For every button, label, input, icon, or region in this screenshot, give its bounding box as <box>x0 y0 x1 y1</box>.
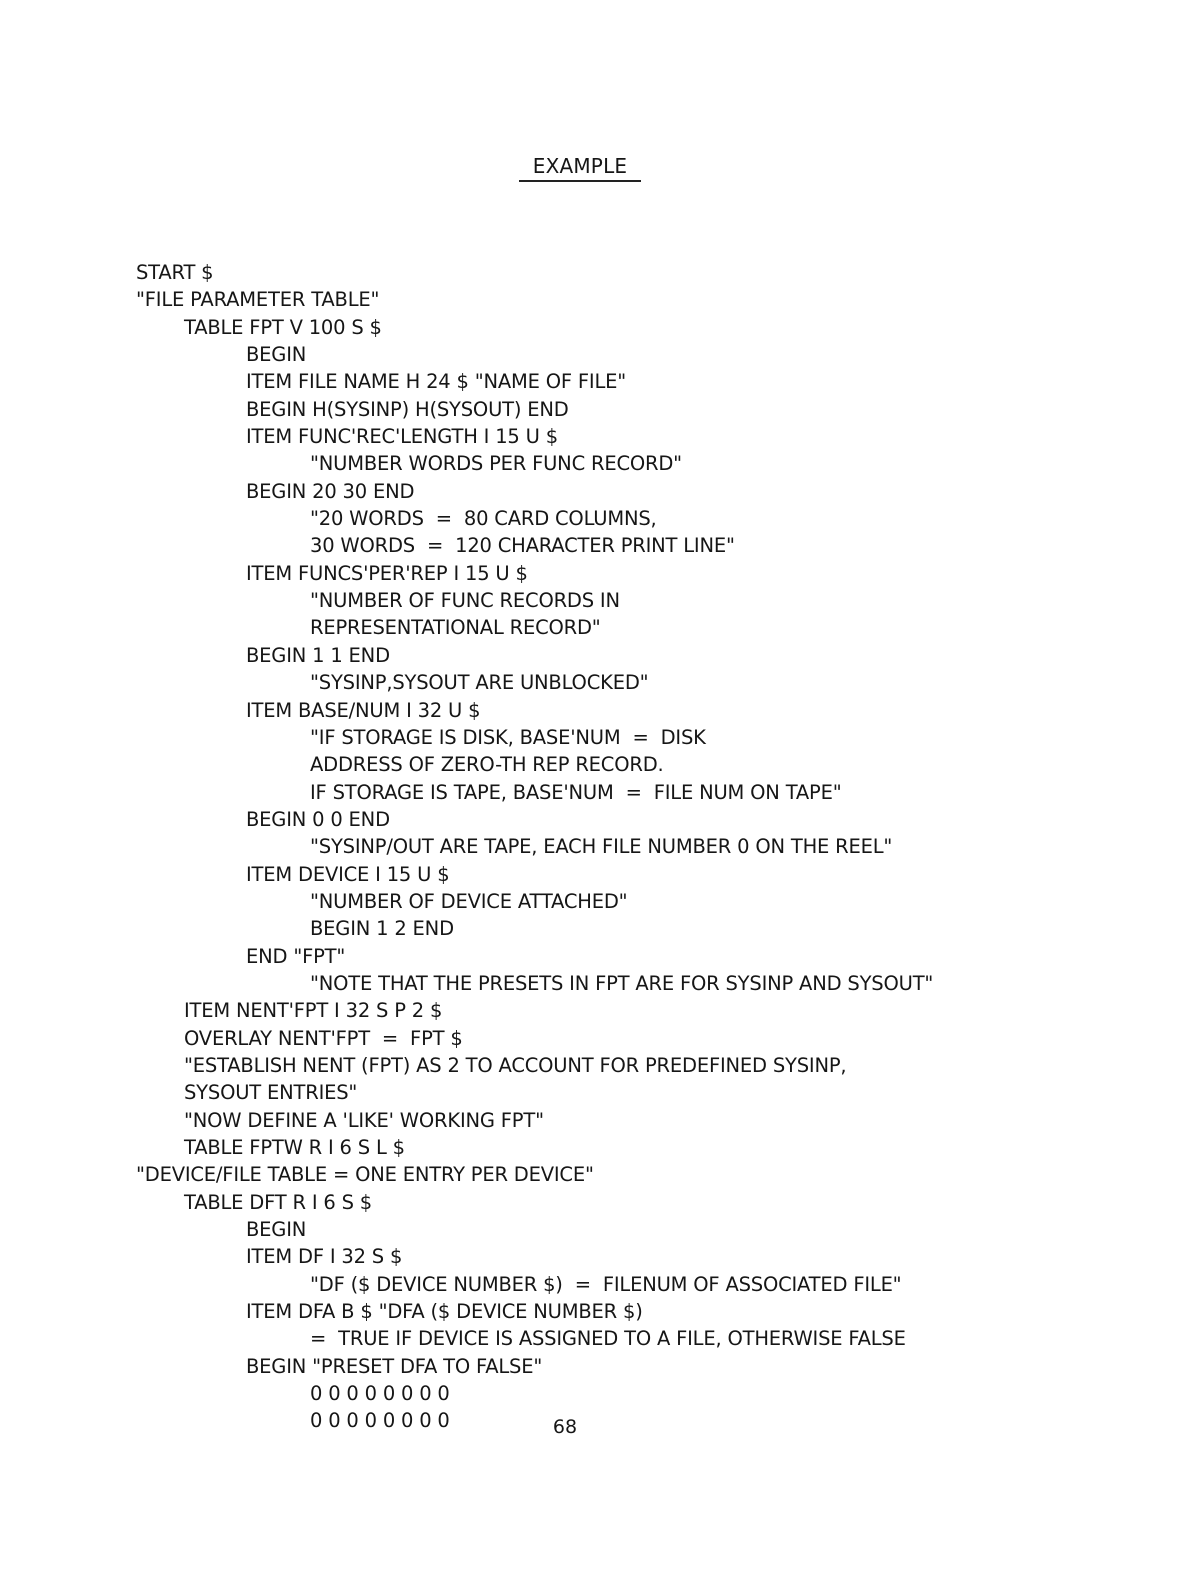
code-line: BEGIN H(SYSINP) H(SYSOUT) END <box>246 397 569 421</box>
page-number: 68 <box>552 1416 578 1438</box>
code-line: ITEM FUNCS'PER'REP I 15 U $ <box>246 561 528 585</box>
code-line: TABLE FPTW R I 6 S L $ <box>184 1136 405 1159</box>
code-line: BEGIN 20 30 END <box>246 479 415 503</box>
code-line: "FILE PARAMETER TABLE" <box>136 288 380 312</box>
code-line: ITEM DEVICE I 15 U $ <box>246 862 450 886</box>
code-line: BEGIN <box>246 1218 307 1242</box>
code-listing <box>136 259 1076 1435</box>
code-line: 30 WORDS = 120 CHARACTER PRINT LINE" <box>310 534 735 558</box>
code-line: ADDRESS OF ZERO-TH REP RECORD. <box>310 753 664 777</box>
code-line: BEGIN 1 1 END <box>246 643 390 667</box>
code-line: "IF STORAGE IS DISK, BASE'NUM = DISK <box>310 725 706 749</box>
code-line: BEGIN <box>246 343 307 367</box>
code-line: "DEVICE/FILE TABLE = ONE ENTRY PER DEVICE" <box>136 1163 594 1187</box>
code-line: BEGIN 1 2 END <box>310 917 454 941</box>
code-line: IF STORAGE IS TAPE, BASE'NUM = FILE NUM ON TAPE" <box>310 780 842 804</box>
code-line: "DF ($ DEVICE NUMBER $) = FILENUM OF ASSOCIATED FILE" <box>310 1272 902 1296</box>
heading-underline <box>519 180 641 182</box>
code-line: SYSOUT ENTRIES" <box>184 1081 358 1105</box>
code-line: "NOTE THAT THE PRESETS IN FPT ARE FOR SYSINP AND SYSOUT" <box>310 971 934 995</box>
code-line: START $ <box>136 261 214 284</box>
code-line: "ESTABLISH NENT (FPT) AS 2 TO ACCOUNT FOR PREDEFINED SYSINP, <box>184 1053 847 1077</box>
code-line: OVERLAY NENT'FPT = FPT $ <box>184 1026 463 1050</box>
code-line: 0 0 0 0 0 0 0 0 <box>310 1382 450 1406</box>
code-line: ITEM DFA B $ "DFA ($ DEVICE NUMBER $) <box>246 1300 643 1324</box>
code-line: "SYSINP/OUT ARE TAPE, EACH FILE NUMBER 0 ON THE REEL" <box>310 835 893 859</box>
code-line: TABLE FPT V 100 S $ <box>184 315 382 339</box>
page-heading: EXAMPLE <box>532 154 628 178</box>
code-line: TABLE DFT R I 6 S $ <box>184 1190 372 1214</box>
code-line: END "FPT" <box>246 944 346 968</box>
code-line: 0 0 0 0 0 0 0 0 <box>310 1409 450 1433</box>
code-line: BEGIN 0 0 END <box>246 807 390 831</box>
code-line: "NUMBER WORDS PER FUNC RECORD" <box>310 452 682 476</box>
code-line: ITEM FUNC'REC'LENGTH I 15 U $ <box>246 425 558 449</box>
code-line: ITEM NENT'FPT I 32 S P 2 $ <box>184 999 443 1023</box>
code-line: BEGIN "PRESET DFA TO FALSE" <box>246 1354 543 1378</box>
code-line: ITEM DF I 32 S $ <box>246 1245 403 1269</box>
code-line: "20 WORDS = 80 CARD COLUMNS, <box>310 507 657 531</box>
code-line: "NUMBER OF FUNC RECORDS IN <box>310 589 620 613</box>
code-line: ITEM FILE NAME H 24 $ "NAME OF FILE" <box>246 370 627 394</box>
code-line: ITEM BASE/NUM I 32 U $ <box>246 698 481 722</box>
code-line: "SYSINP,SYSOUT ARE UNBLOCKED" <box>310 671 649 695</box>
code-line: = TRUE IF DEVICE IS ASSIGNED TO A FILE, OTHERWISE FALSE <box>310 1327 906 1351</box>
code-line: REPRESENTATIONAL RECORD" <box>310 616 601 640</box>
code-line: "NOW DEFINE A 'LIKE' WORKING FPT" <box>184 1108 544 1132</box>
code-line: "NUMBER OF DEVICE ATTACHED" <box>310 889 628 913</box>
